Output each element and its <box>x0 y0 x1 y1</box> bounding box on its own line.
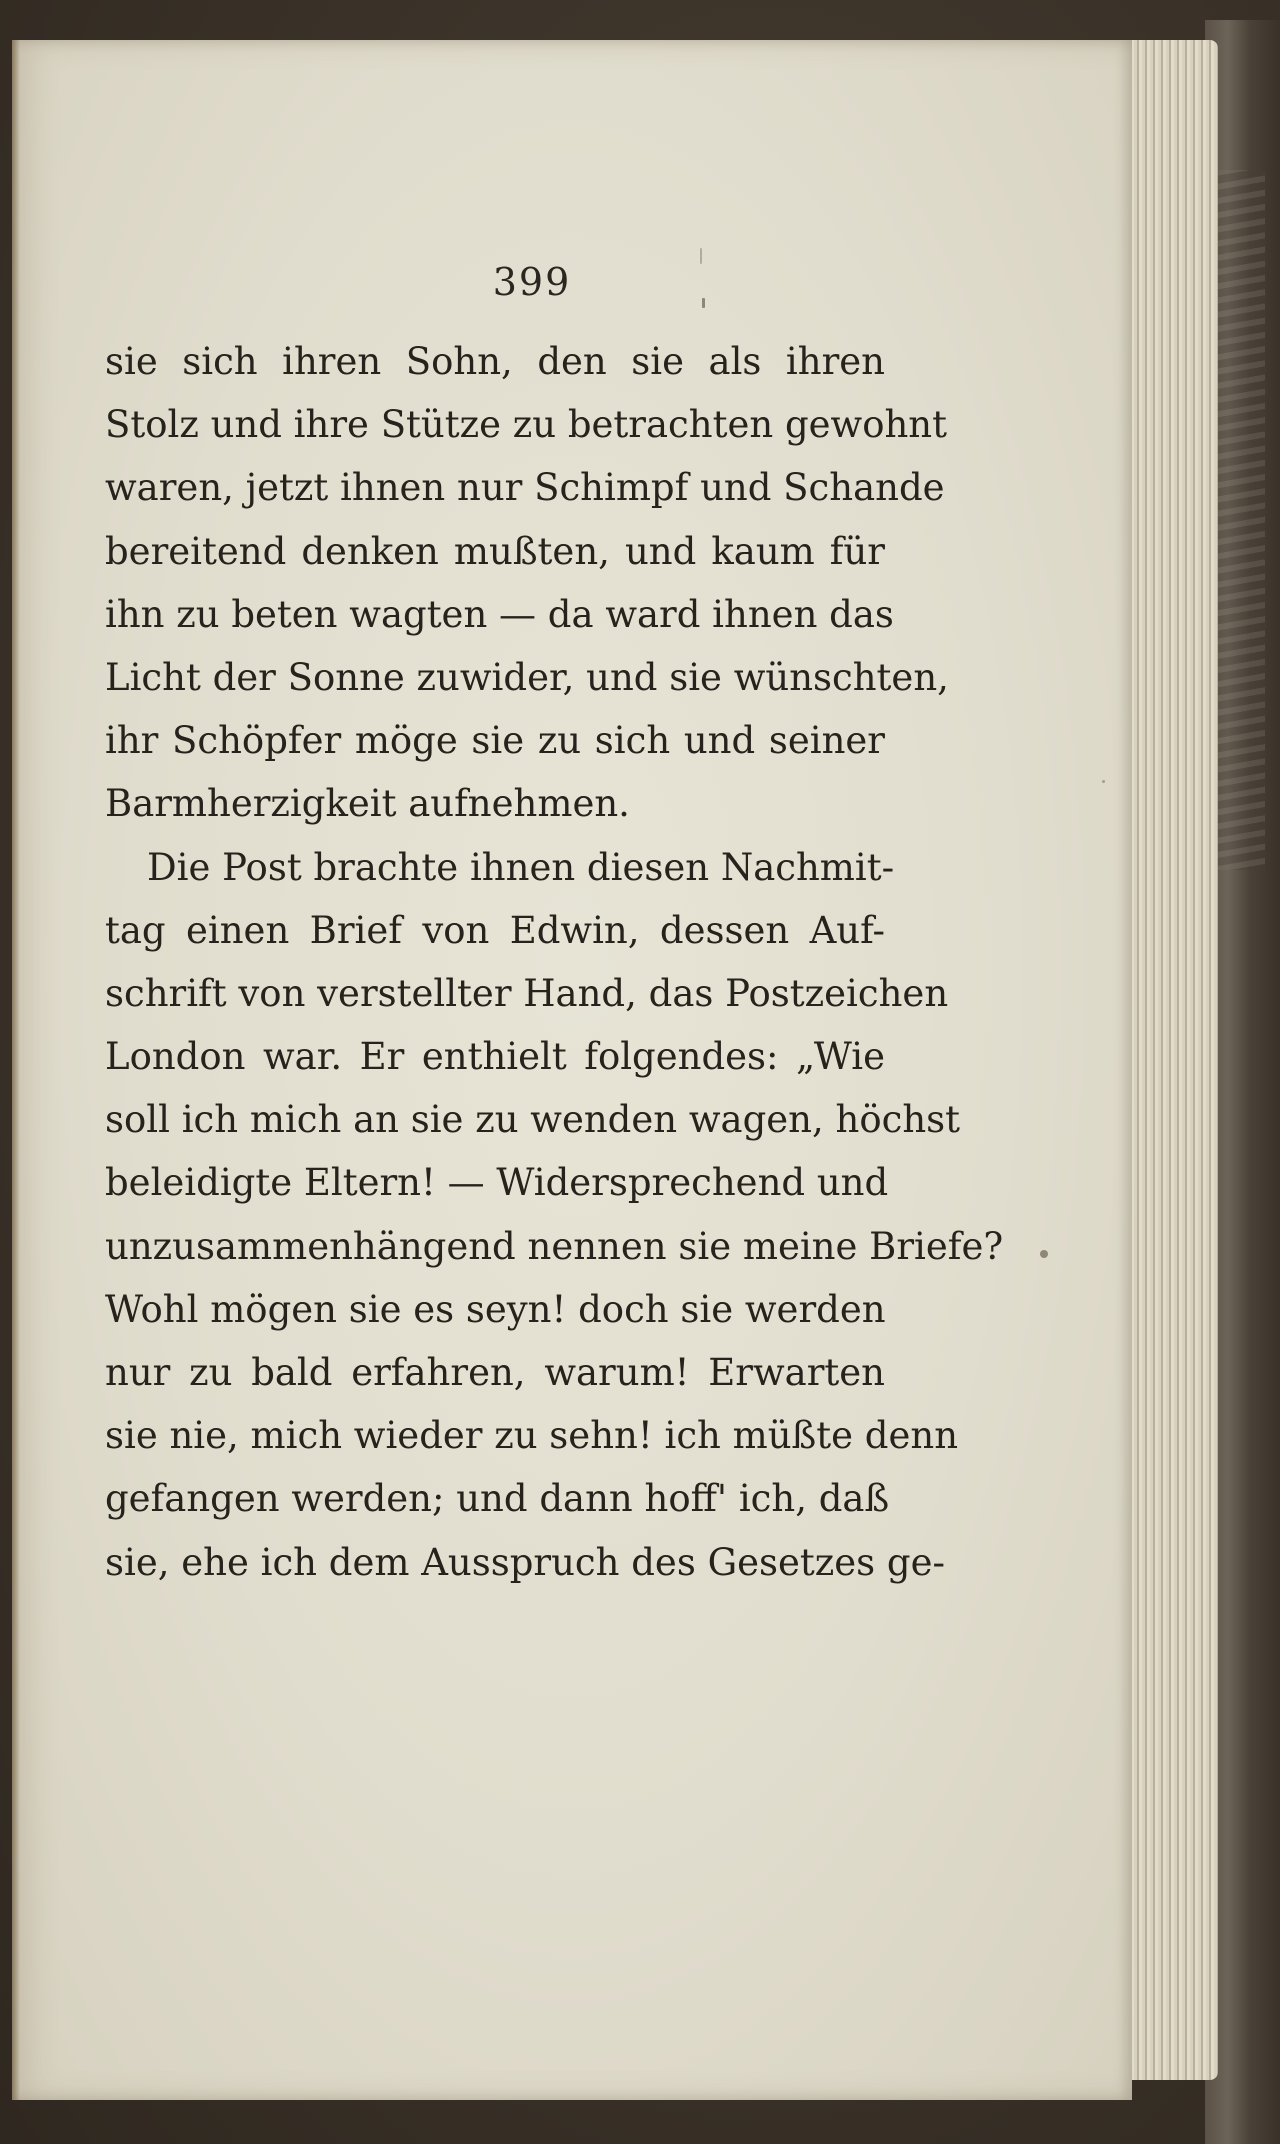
page-number: 399 <box>492 260 572 304</box>
text-line: London war. Er enthielt folgendes: „Wie <box>105 1035 885 1079</box>
paragraph-end-line: Barmherzigkeit aufnehmen. <box>105 782 630 826</box>
paper-speck <box>702 298 705 308</box>
paper-speck <box>700 248 702 264</box>
text-line: sie nie, mich wieder zu sehn! ich müßte denn <box>105 1414 959 1458</box>
text-line: tag einen Brief von Edwin, dessen Auf- <box>105 908 885 952</box>
paper-speck <box>1102 780 1105 783</box>
text-line: ihn zu beten wagten — da ward ihnen das <box>105 592 894 636</box>
text-line: waren, jetzt ihnen nur Schimpf und Schande <box>105 466 945 510</box>
text-line: nur zu bald erfahren, warum! Erwarten <box>105 1351 885 1394</box>
text-line: gefangen werden; und dann hoff' ich, daß <box>105 1477 890 1521</box>
text-line: unzusammenhängend nennen sie meine Briefe? <box>105 1224 1004 1268</box>
paragraph-start-line: Die Post brachte ihnen diesen Nachmit- <box>147 845 895 889</box>
text-line: bereitend denken mußten, und kaum für <box>105 529 885 573</box>
text-line: sie sich ihren Sohn, den sie als ihren <box>105 340 885 383</box>
text-line: schrift von verstellter Hand, das Postzeichen <box>105 971 949 1015</box>
text-line: Stolz und ihre Stütze zu betrachten gewohnt <box>105 403 948 447</box>
text-line: soll ich mich an sie zu wenden wagen, höchst <box>105 1098 961 1142</box>
body-text <box>105 330 1004 1594</box>
text-line: beleidigte Eltern! — Widersprechend und <box>105 1161 889 1205</box>
text-line: ihr Schöpfer möge sie zu sich und seiner <box>105 719 885 763</box>
text-line: Wohl mögen sie es seyn! doch sie werden <box>105 1287 886 1331</box>
page-edges <box>1118 40 1218 2080</box>
book-page <box>12 40 1132 2100</box>
text-line: Licht der Sonne zuwider, und sie wünschten, <box>105 655 949 699</box>
text-line: sie, ehe ich dem Ausspruch des Gesetzes ge- <box>105 1540 945 1584</box>
paper-speck <box>1040 1250 1048 1258</box>
